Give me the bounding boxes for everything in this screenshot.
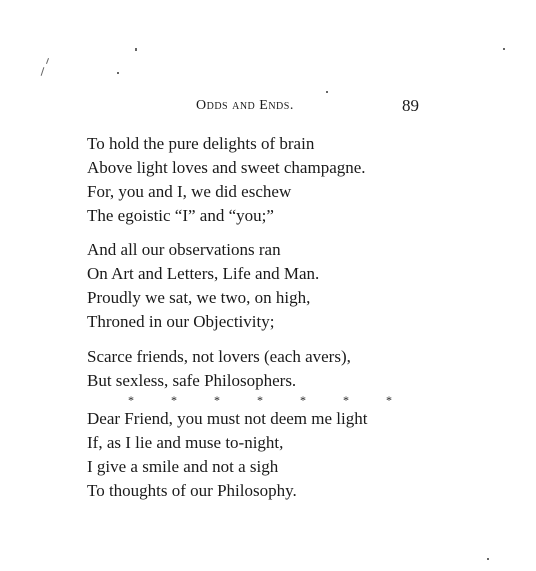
scan-speck bbox=[117, 72, 119, 74]
poem-line: If, as I lie and muse to-night, bbox=[87, 433, 284, 452]
poem-line: Dear Friend, you must not deem me light bbox=[87, 409, 368, 428]
page-header bbox=[0, 96, 536, 118]
poem-line: To thoughts of our Philosophy. bbox=[87, 481, 297, 500]
scan-speck bbox=[487, 558, 489, 560]
stanza-4 bbox=[87, 407, 367, 503]
section-break-asterisks bbox=[128, 393, 398, 407]
poem-line: And all our observations ran bbox=[87, 240, 281, 259]
stanza-3 bbox=[87, 345, 351, 393]
asterisk: * bbox=[214, 393, 220, 407]
asterisk: * bbox=[343, 393, 349, 407]
asterisk: * bbox=[171, 393, 177, 407]
poem-line: For, you and I, we did eschew bbox=[87, 182, 292, 201]
scan-speck bbox=[326, 91, 328, 93]
scan-speck bbox=[135, 48, 137, 51]
poem-line: Above light loves and sweet champagne. bbox=[87, 158, 366, 177]
scan-speck bbox=[503, 48, 505, 50]
scan-speck bbox=[46, 58, 49, 64]
asterisk: * bbox=[128, 393, 134, 407]
page-number: 89 bbox=[402, 96, 419, 115]
poem-line: Proudly we sat, we two, on high, bbox=[87, 288, 311, 307]
running-head: Odds and Ends. bbox=[196, 98, 294, 113]
asterisk: * bbox=[300, 393, 306, 407]
poem-line: But sexless, safe Philosophers. bbox=[87, 371, 297, 390]
asterisk: * bbox=[386, 393, 392, 407]
poem-line: To hold the pure delights of brain bbox=[87, 134, 315, 153]
asterisk: * bbox=[257, 393, 263, 407]
scan-speck bbox=[41, 67, 45, 76]
stanza-1 bbox=[87, 132, 366, 228]
poem-line: Throned in our Objectivity; bbox=[87, 312, 275, 331]
poem-line: Scarce friends, not lovers (each avers), bbox=[87, 347, 351, 366]
poem-line: The egoistic “I” and “you;” bbox=[87, 206, 274, 225]
stanza-2 bbox=[87, 238, 319, 334]
poem-line: On Art and Letters, Life and Man. bbox=[87, 264, 320, 283]
poem-line: I give a smile and not a sigh bbox=[87, 457, 279, 476]
